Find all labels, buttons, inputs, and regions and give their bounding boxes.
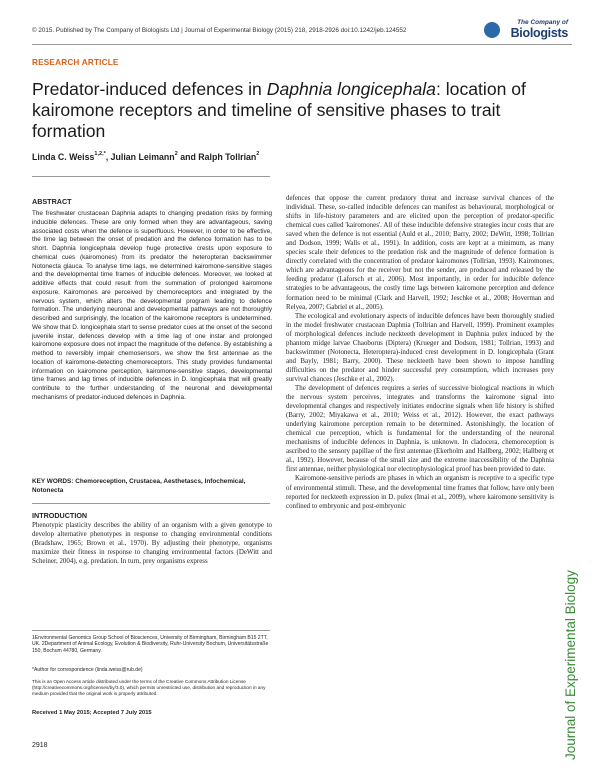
abstract-heading: ABSTRACT [32,197,72,206]
paragraph-1: defences that oppose the current predatory threat and increase survival chances of the individual. These, so-called inducible defences can manifest as behavioural, morphological or shifts in life-history parameters and are elicited upon the perception of predator-specific chemical cues called 'kairomones'. All of these inducible defensive strategies incur costs that are saved when the defence is not essential (Auld et al., 2010; Barry, 2002; DeWitt, 1998; Tollrian and Dodson, 1999; Walls et al., 1991). In addition, costs are kept at a minimum, as many species scale their defences to the predation risk and the magnitude of defence formation is directly correlated with the concentration of predator kairomones (Tollrian, 1993). Kairomones, which are advantageous for the receiver but not the sender, are produced and released by the feeding predator (Laforsch et al., 2006). Most importantly, in order for inducible defence strategies to be advantageous, the costly time lags between kairomone perception and defence formation need to be minimal (Clark and Harvell, 1992; Jeschke et al., 2008; Hoverman and Relyea, 2007; Gabriel et al., 2005). [286,194,554,311]
side-banner-text: Journal of Experimental Biology [563,570,578,760]
received-dates: Received 1 May 2015; Accepted 7 July 2015 [32,710,152,716]
author-1-affil: 1,2,* [94,151,106,157]
introduction-body: Phenotypic plasticity describes the ability of an organism with a given genotype to develop alternative phenotypes in response to changing environmental conditions (Bradshaw, 1965; Brown et al., 1970). By adjusting their phenotype, organisms maximize their fitness in response to changing environmental factors (DeWitt and Scheiner, 2004), e.g. predation. In turn, prey organisms express [32,521,272,565]
journal-side-banner [561,420,585,760]
author-2-affil: 2 [174,151,178,157]
title-species: Daphnia longicephala [266,79,436,99]
title-part-2: : location of kairomone receptors and timeline of sensitive phases to trait formation [32,79,526,141]
paragraph-3: The development of defences requires a series of successive biological reactions in which the nervous system perceives, integrates and transforms the kairomone signal into developmental changes and respectively initiates endocrine signals when life history is shifted (Barry, 2002; Miyakawa et al., 2010; Weiss et al., 2012). However, the exact pathways underlying kairomone perception remain to be determined. Astonishingly, the location of chemical cue perception, which is fundamental for the understanding of the neuronal mechanisms of inducible defences in Daphnia, is unknown. In cladocera, chemoreception is ascribed to the sensory papillae of the first antennae (Ekerholm and Hallberg, 2002; Hallberg et al., 1992). However, because of the small size and the extreme inaccessibility of the Daphnia first antennae, neither physiological nor electrophysiological proof has been provided to date. [286,383,554,474]
correspondence: *Author for correspondence (linda.weiss@rub.de) [32,667,143,673]
affiliations: 1Environmental Genomics Group School of Biosciences, University of Birmingham, Birmingham B15 2TT, UK. 2Department of Animal Ecology, Evolution & Biodiversity, Ruhr-University Bochum, Universitätsstraße 150, Bochum 44780, Germany. [32,635,269,654]
abstract-body: The freshwater crustacean Daphnia adapts to changing predation risks by forming inducible defences. These are only formed when they are advantageous, saving associated costs when the defence is superfluous. However, in order to be effective, the time lag between the onset of predation and the defence formation has to be short. Daphnia longicephala develop huge protective crests upon exposure to chemical cues (kairomones) from its predator the heteropteran backswimmer Notonecta glauca. To analyse time lags, we determined kairomone-sensitive stages and the developmental time frames of inducible defences. Moreover, we looked at additive effects that could result from the summation of prolonged kairomone exposure. Kairomones are perceived by chemoreceptors and integrated by the nervous system, which alters the developmental program leading to defence formation. The underlying neuronal and developmental pathways are not thoroughly described and surprisingly, the location of the kairomone receptors is undetermined. We show that D. longicephala start to sense predator cues at the onset of the second juvenile instar, defences develop with a time lag of one instar and prolonged kairomone exposure does not impact the magnitude of the defence. By establishing a method to reversibly impair chemosensors, we show the first antennae as the location of kairomone-detecting chemoreceptors. This study provides fundamental information on kairomone perception, kairomone-sensitive stages, developmental time frames and lag times of inducible defences in D. longicephala that will greatly contribute to the further understanding of the neuronal and developmental mechanisms of predator-induced defences in Daphnia. [32,210,272,401]
keywords: KEY WORDS: Chemoreception, Crustacea, Aesthetascs, Infochemical, Notonecta [32,478,246,494]
authors-divider [32,176,270,177]
publisher-logo [478,19,570,41]
journal-citation-header: © 2015. Published by The Company of Biologists Ltd | Journal of Experimental Biology (2015) 218, 2918-2926 doi:10.1242/jeb.124552 [32,27,407,34]
introduction-heading: INTRODUCTION [32,511,88,520]
logo-top-text: The Company of [517,19,568,26]
logo-emblem-icon [484,22,500,38]
paragraph-4: Kairomone-sensitive periods are phases in which an organism is receptive to a specific type of environmental stimuli. These, and the developmental time frames that follow, have only been reported for neckteeth expression in D. pulex (Imai et al., 2009), where kairomone sensitivity is confined to embryonic and post-embryonic [286,474,554,510]
keywords-divider [32,503,270,504]
author-2: , Julian Leimann [105,152,175,162]
page-number: 2918 [32,742,48,749]
right-column [286,194,554,511]
page-title [32,79,552,142]
author-3-affil: 2 [256,151,260,157]
author-1: Linda C. Weiss [32,152,95,162]
author-list [32,152,259,162]
open-access-note: This is an Open Access article distributed under the terms of the Creative Commons Attribution License (http://creativecommons.org/licenses/by/3.0), which permits unrestricted use, distribution and reproduction in any medium provided that the original work is properly attributed. [32,679,266,696]
header-divider [32,44,572,45]
footnote-divider [32,630,270,631]
logo-name: Biologists [510,26,568,40]
paragraph-2: The ecological and evolutionary aspects of inducible defences have been thoroughly studied in the model freshwater crustacean Daphnia (Tollrian and Harvell, 1999). Prominent examples of morphological defences include neckteeth development in Daphnia pulex induced by the phantom midge larvae Chaoborus (Diptera) (Krueger and Dodson, 1981; Tollrian, 1993) and backswimmer (Notonecta, Heteroptera)-induced crest development in D. longicephala (Grant and Bayly, 1981; Barry, 2000). These neckteeth have been shown to impose handling difficulties on the predator and hinder successful prey consumption, which increases prey survival chances (Jeschke et al., 2002). [286,311,554,383]
article-type: RESEARCH ARTICLE [32,58,119,67]
author-3: and Ralph Tollrian [177,152,257,162]
title-part-1: Predator-induced defences in [32,79,267,99]
